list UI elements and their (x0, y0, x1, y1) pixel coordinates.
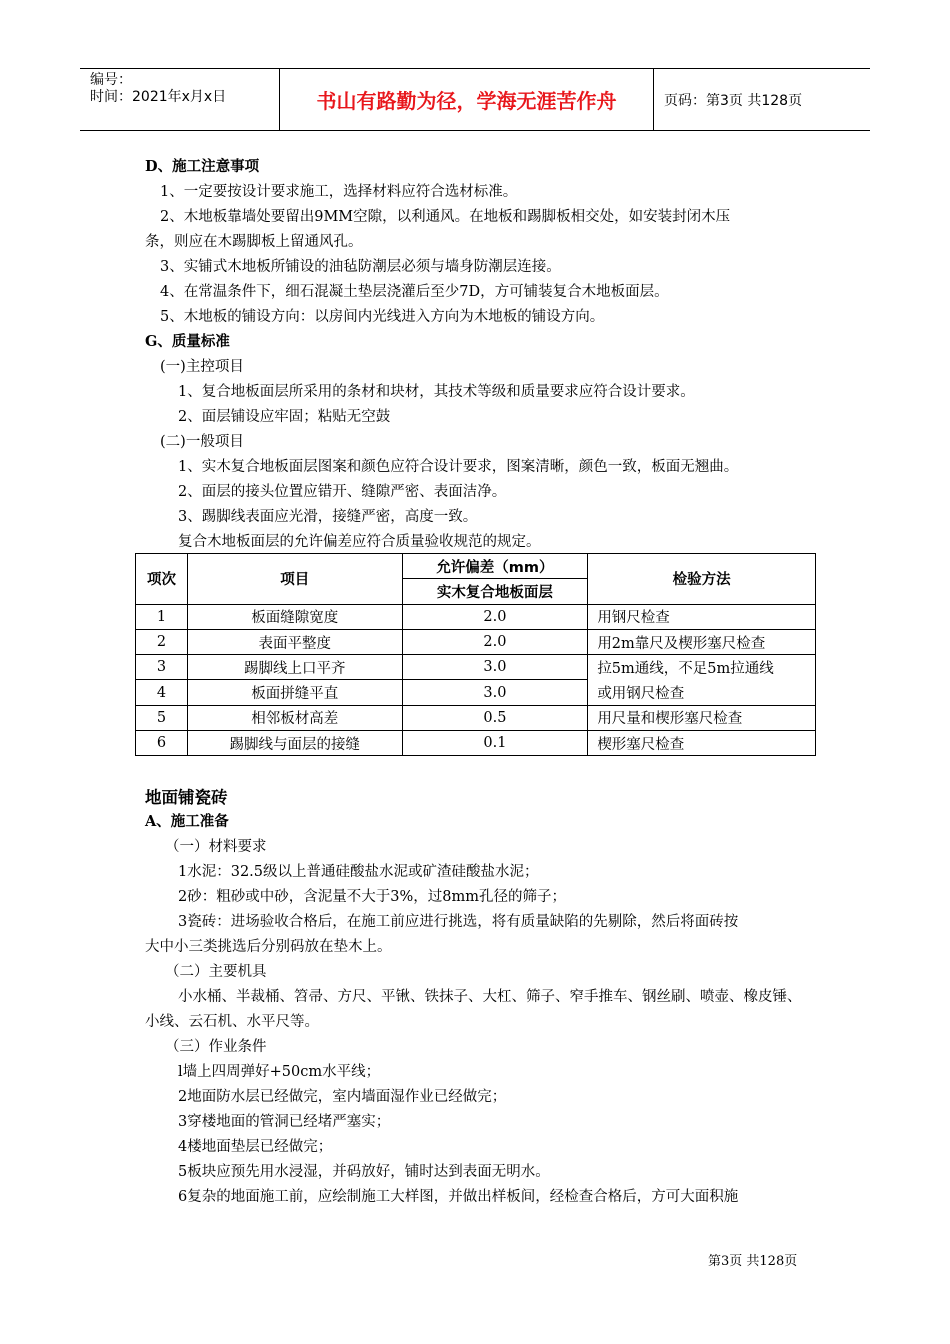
condition-6: 6复杂的地面施工前，应绘制施工大样图，并做出样板间，经检查合格后，方可大面积施 (178, 1189, 739, 1205)
tools-title: （二）主要机具 (165, 964, 267, 980)
header-page-info: 页码：第3页 共128页 (664, 92, 803, 109)
condition-3: 3穿楼地面的管洞已经堵严塞实； (178, 1114, 391, 1130)
table-header-row (136, 554, 816, 579)
d-item-2-cont: 条，则应在木踢脚板上留通风孔。 (145, 234, 363, 250)
table-row (136, 731, 816, 756)
section-d-title: D、施工注意事项 (145, 158, 260, 175)
tools-line-1: 小水桶、半裁桶、笤帚、方尺、平锹、铁抹子、大杠、筛子、窄手推车、钢丝刷、喷壶、橡皮锤、 (178, 989, 802, 1005)
header-method: 检验方法 (588, 554, 816, 605)
header-item: 项目 (187, 554, 402, 605)
cell-deviation: 3.0 (402, 680, 588, 705)
tile-section-title: 地面铺瓷砖 (145, 788, 228, 807)
d-item-2: 2、木地板靠墙处要留出9MM空隙，以利通风。在地板和踢脚板相交处，如安装封闭木压 (160, 209, 731, 225)
cell-deviation: 2.0 (402, 604, 588, 629)
condition-2: 2地面防水层已经做完，室内墙面湿作业已经做完； (178, 1089, 507, 1105)
condition-4: 4楼地面垫层已经做完； (178, 1139, 333, 1155)
conditions-title: （三）作业条件 (165, 1039, 267, 1055)
cell-method: 或用钢尺检查 (588, 680, 816, 705)
cell-item: 板面拼缝平直 (187, 680, 402, 705)
table-row (136, 705, 816, 730)
cell-no: 3 (136, 655, 188, 680)
page-header (80, 68, 870, 131)
material-3: 3瓷砖：进场验收合格后，在施工前应进行挑选，将有质量缺陷的先剔除，然后将面砖按 (178, 914, 739, 930)
general-items-title: (二)一般项目 (160, 434, 244, 450)
cell-no: 5 (136, 705, 188, 730)
cell-item: 表面平整度 (187, 629, 402, 654)
general-item-3: 3、踢脚线表面应光滑，接缝严密，高度一致。 (178, 509, 478, 525)
section-g-title: G、质量标准 (145, 333, 230, 350)
table-row (136, 680, 816, 705)
cell-method: 楔形塞尺检查 (588, 731, 816, 756)
cell-no: 4 (136, 680, 188, 705)
cell-deviation: 0.1 (402, 731, 588, 756)
material-1: 1水泥：32.5级以上普通硅酸盐水泥或矿渣硅酸盐水泥； (178, 864, 539, 880)
general-item-1: 1、实木复合地板面层图案和颜色应符合设计要求，图案清晰，颜色一致，板面无翘曲。 (178, 459, 739, 475)
cell-deviation: 3.0 (402, 655, 588, 680)
date-line: 时间：2021年x月x日 (90, 89, 227, 105)
table-row (136, 629, 816, 654)
condition-5: 5板块应预先用水浸湿，并码放好，铺时达到表面无明水。 (178, 1164, 550, 1180)
d-item-1: 1、一定要按设计要求施工，选择材料应符合选材标准。 (160, 184, 518, 200)
general-item-2: 2、面层的接头位置应错开、缝隙严密、表面洁净。 (178, 484, 507, 500)
cell-deviation: 0.5 (402, 705, 588, 730)
cell-no: 6 (136, 731, 188, 756)
header-motto: 书山有路勤为径，学海无涯苦作舟 (280, 69, 654, 130)
deviation-table (135, 553, 816, 756)
cell-method: 用尺量和楔形塞尺检查 (588, 705, 816, 730)
d-item-3: 3、实铺式木地板所铺设的油毡防潮层必须与墙身防潮层连接。 (160, 259, 561, 275)
table-row (136, 604, 816, 629)
cell-method: 用2m靠尺及楔形塞尺检查 (588, 629, 816, 654)
cell-item: 相邻板材高差 (187, 705, 402, 730)
section-a-title: A、施工准备 (145, 813, 229, 830)
table-row (136, 655, 816, 680)
header-deviation: 允许偏差（mm） (402, 554, 588, 579)
header-deviation-sub: 实木复合地板面层 (402, 579, 588, 604)
d-item-4: 4、在常温条件下，细石混凝土垫层浇灌后至少7D，方可铺装复合木地板面层。 (160, 284, 669, 300)
page-footer: 第3页 共128页 (708, 1254, 798, 1269)
cell-item: 踢脚线上口平齐 (187, 655, 402, 680)
header-no: 项次 (136, 554, 188, 605)
main-item-1: 1、复合地板面层所采用的条材和块材，其技术等级和质量要求应符合设计要求。 (178, 384, 695, 400)
cell-deviation: 2.0 (402, 629, 588, 654)
serial-label: 编号： (90, 72, 132, 88)
material-3-cont: 大中小三类挑选后分别码放在垫木上。 (145, 939, 392, 955)
d-item-5: 5、木地板的铺设方向：以房间内光线进入方向为木地板的铺设方向。 (160, 309, 605, 325)
cell-method: 用钢尺检查 (588, 604, 816, 629)
cell-no: 2 (136, 629, 188, 654)
condition-1: l墙上四周弹好+50cm水平线； (178, 1064, 381, 1080)
header-meta (80, 69, 280, 130)
table-caption: 复合木地板面层的允许偏差应符合质量验收规范的规定。 (178, 534, 541, 550)
main-item-2: 2、面层铺设应牢固；粘贴无空鼓 (178, 409, 391, 425)
main-items-title: (一)主控项目 (160, 359, 244, 375)
materials-title: （一）材料要求 (165, 839, 267, 855)
material-2: 2砂：粗砂或中砂，含泥量不大于3%，过8mm孔径的筛子； (178, 889, 566, 905)
cell-item: 踢脚线与面层的接缝 (187, 731, 402, 756)
cell-no: 1 (136, 604, 188, 629)
cell-item: 板面缝隙宽度 (187, 604, 402, 629)
cell-method: 拉5m通线，不足5m拉通线 (588, 655, 816, 680)
tools-line-2: 小线、云石机、水平尺等。 (145, 1014, 319, 1030)
